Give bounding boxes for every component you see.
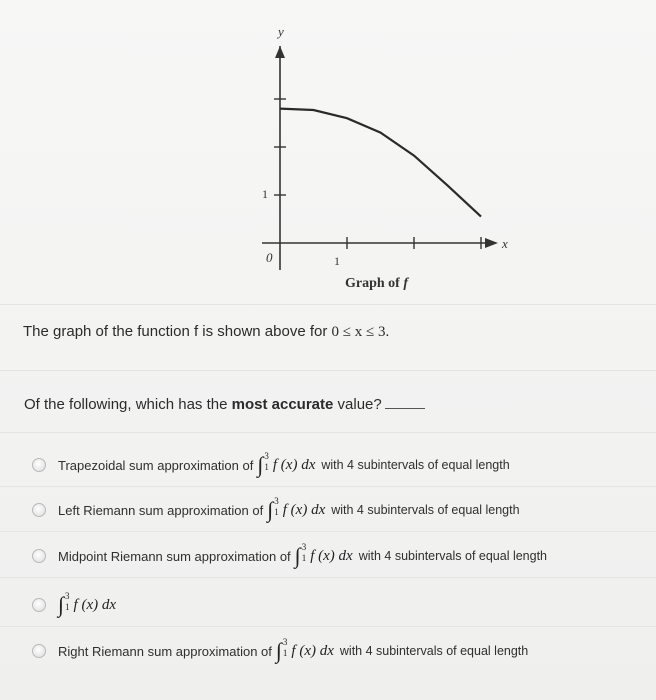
divider xyxy=(0,626,656,627)
choice-prefix: Left Riemann sum approximation of xyxy=(58,502,264,518)
choice-exact-integral[interactable] xyxy=(32,592,120,618)
divider xyxy=(0,577,656,578)
divider xyxy=(0,432,656,433)
choice-trapezoidal[interactable] xyxy=(32,452,510,478)
integrand: f (x) dx xyxy=(272,456,316,473)
lower-limit: 1 xyxy=(301,553,307,563)
prompt xyxy=(23,323,389,341)
choice-suffix: with 4 subintervals of equal length xyxy=(321,458,510,472)
radio-button[interactable] xyxy=(32,458,46,472)
answer-blank xyxy=(385,408,425,409)
choice-suffix: with 4 subintervals of equal length xyxy=(358,549,547,563)
integrand: f (x) dx xyxy=(310,547,353,564)
integral-expression xyxy=(257,451,316,477)
integrand: f (x) dx xyxy=(291,642,334,659)
prompt-text: The graph of the function f is shown above for xyxy=(23,323,328,340)
integral-sign: ∫ xyxy=(58,592,65,617)
lower-limit: 1 xyxy=(264,462,269,472)
f-curve xyxy=(280,109,481,217)
integral-sign: ∫ xyxy=(294,543,301,568)
divider xyxy=(0,531,656,532)
integral-sign: ∫ xyxy=(257,452,264,477)
radio-button[interactable] xyxy=(32,549,46,563)
upper-limit: 3 xyxy=(282,637,288,647)
x-axis-label: x xyxy=(502,236,508,251)
choice-midpoint-riemann[interactable] xyxy=(32,543,547,569)
upper-limit: 3 xyxy=(274,496,279,506)
choice-prefix: Right Riemann sum approximation of xyxy=(58,643,272,659)
choice-right-riemann[interactable] xyxy=(32,638,528,664)
integral-expression xyxy=(294,542,353,568)
origin-label: 0 xyxy=(266,250,273,265)
lower-limit: 1 xyxy=(65,602,70,612)
integrand: f (x) dx xyxy=(282,501,326,518)
radio-button[interactable] xyxy=(32,598,46,612)
integral-expression xyxy=(58,591,117,617)
caption-func: f xyxy=(403,276,409,291)
x-tick-label: 1 xyxy=(334,254,340,268)
choice-suffix: with 4 subintervals of equal length xyxy=(331,503,520,517)
integral-sign: ∫ xyxy=(275,638,282,663)
divider xyxy=(0,370,656,371)
upper-limit: 3 xyxy=(65,591,70,601)
choice-prefix: Midpoint Riemann sum approximation of xyxy=(58,548,291,564)
choice-suffix: with 4 subintervals of equal length xyxy=(339,644,529,658)
y-axis-arrow-icon xyxy=(275,46,285,58)
lower-limit: 1 xyxy=(282,648,288,658)
y-axis-label: y xyxy=(278,24,284,39)
question-bold: most accurate xyxy=(231,396,334,413)
divider xyxy=(0,486,656,487)
radio-button[interactable] xyxy=(32,503,46,517)
graph-caption xyxy=(345,276,408,292)
choice-prefix: Trapezoidal sum approximation of xyxy=(58,457,254,473)
question-prefix: Of the following, which has the xyxy=(24,396,228,413)
lower-limit: 1 xyxy=(274,507,279,517)
x-axis-arrow-icon xyxy=(485,238,498,248)
caption-prefix: Graph of xyxy=(345,276,400,291)
y-tick-label: 1 xyxy=(262,187,268,201)
upper-limit: 3 xyxy=(301,542,307,552)
prompt-math: 0 ≤ x ≤ 3. xyxy=(331,324,390,340)
divider xyxy=(0,304,656,305)
radio-button[interactable] xyxy=(32,644,46,658)
upper-limit: 3 xyxy=(264,451,269,461)
graph-of-f xyxy=(240,20,520,300)
integral-sign: ∫ xyxy=(267,497,274,522)
integrand: f (x) dx xyxy=(73,596,117,613)
question-suffix: value? xyxy=(337,396,382,413)
question xyxy=(24,396,425,413)
integral-expression xyxy=(267,496,326,522)
choice-left-riemann[interactable] xyxy=(32,497,520,523)
integral-expression xyxy=(275,637,334,663)
